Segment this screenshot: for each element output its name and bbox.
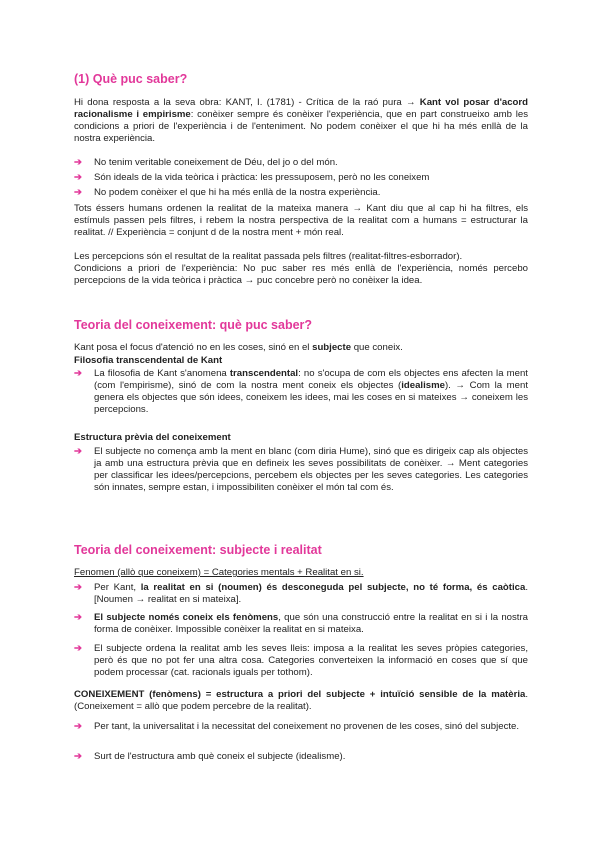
list-item: ➔ Per tant, la universalitat i la necessitat del coneixement no provenen de les coses, sinó del subjecte. (74, 721, 520, 732)
list-item: ➔ No podem conèixer el que hi ha més enllà de la nostra experiència. (74, 187, 381, 198)
arrow-bullet-icon: ➔ (74, 751, 83, 762)
coneixement-definition: CONEIXEMENT (fenòmens) = estructura a priori del subjecte + intuïció sensible de la matèria. (Coneixement = allò que podem percebre de la realitat). (74, 689, 528, 713)
list-item: ➔ No tenim veritable coneixement de Déu, del jo o del món. (74, 157, 338, 168)
arrow-bullet-icon: ➔ (74, 446, 83, 457)
subheading-filosofia-transcendental: Filosofia transcendental de Kant (74, 355, 223, 366)
filters-paragraph: Tots éssers humans ordenen la realitat de la mateixa manera → Kant diu que al cap hi ha filtres, els estímuls passen pels filtres, i rebem la nostra perspectiva de la realitat com a humans = estructurar la realitat. // Experiència = conjunt d de la nostra ment + món real. (74, 203, 528, 239)
arrow-bullet-icon: ➔ (74, 187, 83, 198)
arrow-bullet-icon: ➔ (74, 612, 83, 623)
arrow-bullet-icon: ➔ (74, 643, 83, 654)
perceptions-paragraph: Les percepcions són el resultat de la realitat passada pels filtres (realitat-filtres-esborrador). (74, 251, 463, 262)
list-item: ➔ La filosofia de Kant s'anomena transcendental: no s'ocupa de com els objectes ens afecten la ment (com l'empirisme), sinó de com la nostra ment coneix els objectes (idealisme). → Com la ment genera els objectes que són idees, coneixem les idees, mai les coses en si mateixes → coneixem les percepcions. (74, 368, 529, 416)
list-item: ➔ Surt de l'estructura amb què coneix el subjecte (idealisme). (74, 751, 346, 762)
list-item: ➔ El subjecte només coneix els fenòmens, que són una construcció entre la realitat en si i la nostra forma de conèixer. Impossible conèixer la realitat en si mateixa. (74, 612, 528, 636)
fenomen-definition: Fenomen (allò que coneixem) = Categories mentals + Realitat en si. (74, 567, 364, 578)
focus-paragraph: Kant posa el focus d'atenció no en les coses, sinó en el subjecte que coneix. (74, 342, 403, 353)
section-title-teoria-que-puc-saber: Teoria del coneixement: què puc saber? (74, 318, 313, 332)
arrow-bullet-icon: ➔ (74, 157, 83, 168)
list-item: ➔ Són ideals de la vida teòrica i pràctica: les pressuposem, però no les coneixem (74, 172, 430, 183)
section-title-subjecte-realitat: Teoria del coneixement: subjecte i realitat (74, 543, 322, 557)
arrow-bullet-icon: ➔ (74, 582, 83, 593)
conditions-paragraph: Condicions a priori de l'experiència: No puc saber res més enllà de l'experiència, només percebo percepcions de la vida teòrica i pràctica → puc concebre però no conèixer la idea. (74, 263, 528, 287)
arrow-bullet-icon: ➔ (74, 368, 83, 379)
arrow-bullet-icon: ➔ (74, 172, 83, 183)
arrow-bullet-icon: ➔ (74, 721, 83, 732)
subheading-estructura-previa: Estructura prèvia del coneixement (74, 432, 231, 443)
list-item: ➔ El subjecte ordena la realitat amb les seves lleis: imposa a la realitat les seves pròpies categories, però és que no pot fer una altra cosa. Categories converteixen la informació en coses que sí que podem processar (cat. racionals iguals per tothom). (74, 643, 528, 679)
section-title-que-puc-saber: (1) Què puc saber? (74, 72, 188, 86)
list-item: ➔ El subjecte no comença amb la ment en blanc (com diria Hume), sinó que es dirigeix cap als objectes ja amb una estructura prèvia que en defineix les seves possibilitats de conèixer. → Ment categories per classificar les idees/percepcions, percebem els objectes per les seves categories. Les categories són innates, sempre estan, i impossibiliten conèixer el món tal com és. (74, 446, 528, 494)
list-item: ➔ Per Kant, la realitat en si (noumen) és desconeguda pel subjecte, no té forma, és caòtica. [Noumen → realitat en si mateixa]. (74, 582, 528, 606)
intro-paragraph: Hi dona resposta a la seva obra: KANT, I. (1781) - Crítica de la raó pura → Kant vol posar d'acord racionalisme i empirisme: conèixer sempre és conèixer l'experiència, que en part construeixo amb les condicions a priori de l'experiència i de l'enteniment. No podem conèixer el que hi ha més enllà de la nostra experiència. (74, 97, 528, 145)
